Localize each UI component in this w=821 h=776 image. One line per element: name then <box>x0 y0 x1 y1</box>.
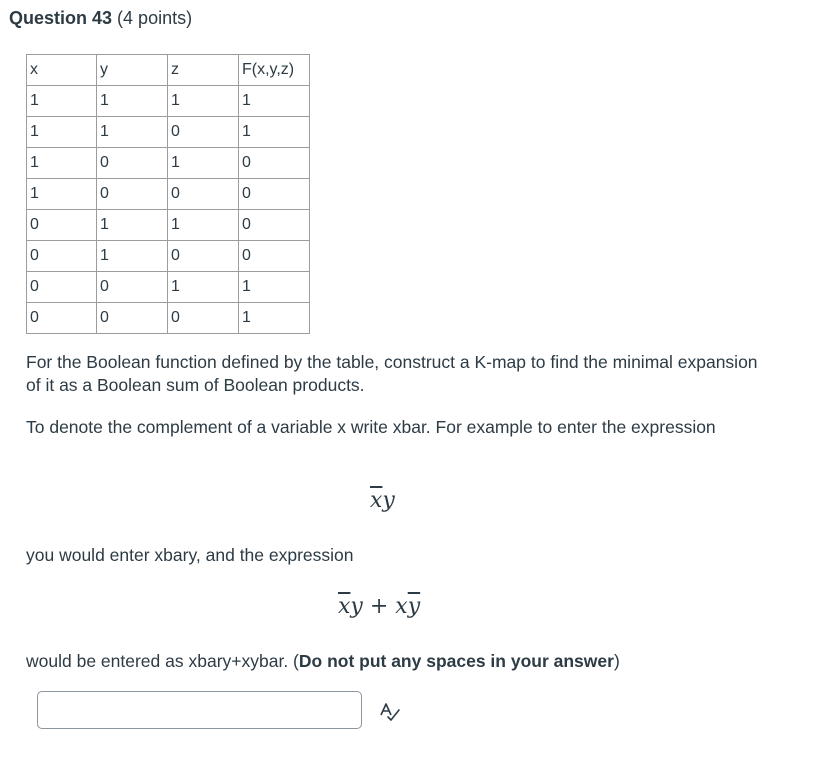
answer-input[interactable] <box>37 691 362 729</box>
no-spaces-warning: Do not put any spaces in your answer <box>298 651 614 671</box>
table-cell: 1 <box>168 148 239 179</box>
table-cell: 0 <box>168 241 239 272</box>
table-row <box>27 117 310 148</box>
question-title: Question 43 <box>9 8 113 28</box>
table-row <box>27 210 310 241</box>
table-cell: 1 <box>27 179 97 210</box>
table-cell: 0 <box>168 179 239 210</box>
table-row <box>27 303 310 334</box>
table-cell: 1 <box>168 86 239 117</box>
math-example-2: $\overline{x}y + x\overline{y}$ <box>338 594 421 619</box>
table-cell: 0 <box>239 241 310 272</box>
table-cell: 1 <box>97 86 168 117</box>
question-points: (4 points) <box>117 8 193 28</box>
table-row <box>27 86 310 117</box>
table-cell: 0 <box>97 148 168 179</box>
table-row <box>27 148 310 179</box>
table-cell: 0 <box>239 210 310 241</box>
table-cell: 1 <box>239 117 310 148</box>
table-cell: 0 <box>168 303 239 334</box>
spellcheck-icon[interactable] <box>379 702 401 722</box>
table-cell: 0 <box>97 272 168 303</box>
instruction-paragraph-4: would be entered as xbary+xybar. (Do not put any spaces in your answer) <box>26 651 620 671</box>
table-row <box>27 241 310 272</box>
table-cell: 0 <box>239 179 310 210</box>
table-row <box>27 179 310 210</box>
table-cell: 1 <box>27 117 97 148</box>
table-cell: 1 <box>168 210 239 241</box>
table-cell: 1 <box>27 148 97 179</box>
question-header <box>9 8 192 29</box>
table-cell: 0 <box>27 272 97 303</box>
table-header-cell: x <box>27 55 97 86</box>
table-cell: 1 <box>27 86 97 117</box>
math-example-1: $\overline{x}y$ <box>370 488 395 513</box>
table-row <box>27 272 310 303</box>
table-header-cell: y <box>97 55 168 86</box>
table-cell: 1 <box>97 241 168 272</box>
table-cell: 0 <box>168 117 239 148</box>
instruction-paragraph-3: you would enter xbary, and the expression <box>26 545 354 565</box>
table-cell: 0 <box>97 179 168 210</box>
table-cell: 0 <box>27 241 97 272</box>
table-cell: 1 <box>239 86 310 117</box>
table-cell: 0 <box>239 148 310 179</box>
truth-table <box>26 54 310 334</box>
table-cell: 0 <box>97 303 168 334</box>
table-cell: 1 <box>168 272 239 303</box>
instruction-paragraph-2: To denote the complement of a variable x write xbar. For example to enter the expression <box>26 417 716 437</box>
table-cell: 0 <box>27 303 97 334</box>
table-header-row <box>27 55 310 86</box>
table-cell: 1 <box>97 117 168 148</box>
table-cell: 0 <box>27 210 97 241</box>
table-cell: 1 <box>239 303 310 334</box>
table-header-cell: F(x,y,z) <box>239 55 310 86</box>
table-cell: 1 <box>97 210 168 241</box>
instruction-paragraph-1: For the Boolean function defined by the table, construct a K-map to find the minimal expansion of it as a Boolean sum of Boolean products. <box>26 352 758 395</box>
table-header-cell: z <box>168 55 239 86</box>
table-cell: 1 <box>239 272 310 303</box>
